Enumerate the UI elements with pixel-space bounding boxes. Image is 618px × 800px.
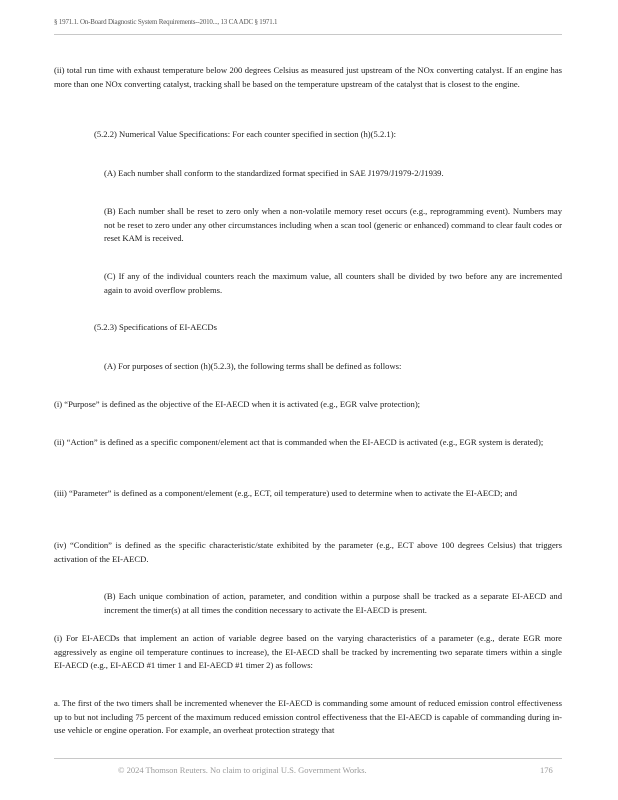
copyright-notice: © 2024 Thomson Reuters. No claim to original U.S. Government Works. xyxy=(118,765,367,775)
paragraph-5-2-2-b: (B) Each number shall be reset to zero only when a non-volatile memory reset occurs (e.g., reprogramming event). Numbers may not be reset to zero under any other circumstances including when a scan tool (generic or enhanced) command to clear fault codes or reset KAM is received. xyxy=(104,206,562,244)
definition-action: (ii) “Action” is defined as a specific component/element act that is commanded when the EI-AECD is activated (e.g., EGR system is derated); xyxy=(54,437,544,447)
page-number: 176 xyxy=(540,765,553,775)
running-header: § 1971.1. On-Board Diagnostic System Requirements--2010..., 13 CA ADC § 1971.1 xyxy=(54,18,278,26)
definition-condition: (iv) “Condition” is defined as the specific characteristic/state exhibited by the parameter (e.g., ECT above 100 degrees Celsius) that triggers activation of the EI-AECD. xyxy=(54,540,562,564)
paragraph-variable-degree: (i) For EI-AECDs that implement an action of variable degree based on the varying characteristics of a parameter (e.g., derate EGR more aggressively as engine oil temperature continues to increase), the EI-AECD shall be tracked by incrementing two separate timers within a single EI-AECD (e.g., EI-AECD #1 timer 1 and EI-AECD #1 timer 2) as follows: xyxy=(54,633,562,671)
paragraph-5-2-2-a: (A) Each number shall conform to the standardized format specified in SAE J1979/J1979-2/J1939. xyxy=(104,168,444,178)
definition-purpose: (i) “Purpose” is defined as the objective of the EI-AECD when it is activated (e.g., EGR valve protection); xyxy=(54,399,421,409)
paragraph-5-2-2-heading: (5.2.2) Numerical Value Specifications: For each counter specified in section (h)(5.2.1): xyxy=(94,129,396,139)
paragraph-5-2-3-heading: (5.2.3) Specifications of EI-AECDs xyxy=(94,322,217,332)
paragraph-run-time: (ii) total run time with exhaust temperature below 200 degrees Celsius as measured just upstream of the NOx converting catalyst. If an engine has more than one NOx converting catalyst, tracking shall be based on the temperature upstream of the catalyst that is closest to the engine. xyxy=(54,65,562,89)
paragraph-5-2-3-a: (A) For purposes of section (h)(5.2.3), the following terms shall be defined as follows: xyxy=(104,361,402,371)
definition-parameter: (iii) “Parameter” is defined as a component/element (e.g., ECT, oil temperature) used to determine when to activate the EI-AECD; and xyxy=(54,488,518,498)
paragraph-5-2-2-c: (C) If any of the individual counters reach the maximum value, all counters shall be divided by two before any are incremented again to avoid overflow problems. xyxy=(104,271,562,295)
header-divider xyxy=(54,34,562,35)
paragraph-5-2-3-b: (B) Each unique combination of action, parameter, and condition within a purpose shall be tracked as a separate EI-AECD and increment the timer(s) at all times the condition necessary to activate the EI-AECD is present. xyxy=(104,591,562,615)
paragraph-first-timer: a. The first of the two timers shall be incremented whenever the EI-AECD is commanding some amount of reduced emission control effectiveness up to but not including 75 percent of the maximum reduced emission control effectiveness that the EI-AECD is capable of commanding during in-use vehicle or engine operation. For example, an overheat protection strategy that xyxy=(54,698,562,736)
footer-divider xyxy=(54,758,562,759)
